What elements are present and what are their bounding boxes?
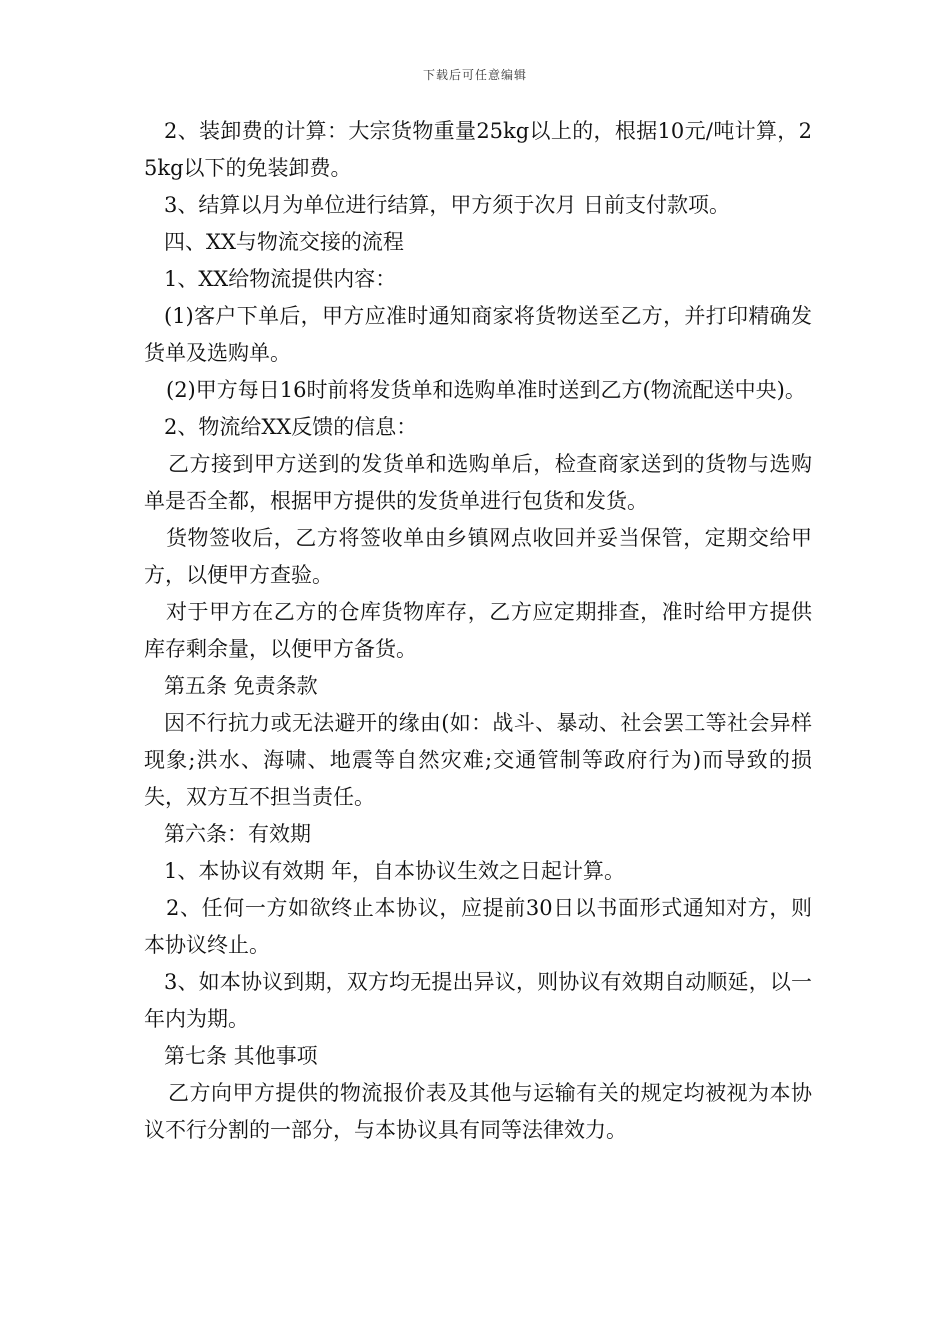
page-header: 下载后可任意编辑	[422, 68, 527, 82]
paragraph: 因不行抗力或无法避开的缘由(如：战斗、暴动、社会罢工等社会异样现象;洪水、海啸、地震等自然灾难;交通管制等政府行为)而导致的损失，双方互不担当责任。	[144, 711, 812, 809]
paragraph: (2)甲方每日16时前将发货单和选购单准时送到乙方(物流配送中央)。	[166, 378, 806, 402]
paragraph: 乙方接到甲方送到的发货单和选购单后，检查商家送到的货物与选购单是否全都，根据甲方提供的发货单进行包货和发货。	[144, 452, 812, 513]
paragraph: 2、物流给XX反馈的信息：	[164, 415, 418, 439]
section-heading: 第七条 其他事项	[164, 1044, 318, 1068]
paragraph: 2、装卸费的计算：大宗货物重量25kg以上的，根据10元/吨计算，25kg以下的免装卸费。	[144, 119, 812, 180]
paragraph: 2、任何一方如欲终止本协议，应提前30日以书面形式通知对方，则本协议终止。	[144, 896, 812, 957]
paragraph: 3、如本协议到期，双方均无提出异议，则协议有效期自动顺延，以一年内为期。	[144, 970, 812, 1031]
paragraph: 乙方向甲方提供的物流报价表及其他与运输有关的规定均被视为本协议不行分割的一部分，与本协议具有同等法律效力。	[144, 1081, 812, 1142]
paragraph: 1、本协议有效期 年，自本协议生效之日起计算。	[164, 859, 626, 883]
section-heading: 第五条 免责条款	[164, 674, 318, 698]
paragraph: 3、结算以月为单位进行结算，甲方须于次月 日前支付款项。	[164, 193, 731, 217]
section-heading: 四、XX与物流交接的流程	[164, 230, 404, 254]
paragraph: (1)客户下单后，甲方应准时通知商家将货物送至乙方，并打印精确发货单及选购单。	[144, 304, 812, 365]
section-heading: 第六条：有效期	[164, 822, 311, 846]
document-body	[144, 113, 812, 1149]
paragraph: 1、XX给物流提供内容：	[164, 267, 397, 291]
paragraph: 货物签收后，乙方将签收单由乡镇网点收回并妥当保管，定期交给甲方，以便甲方查验。	[144, 526, 812, 587]
paragraph: 对于甲方在乙方的仓库货物库存，乙方应定期排查，准时给甲方提供库存剩余量，以便甲方备货。	[144, 600, 812, 661]
